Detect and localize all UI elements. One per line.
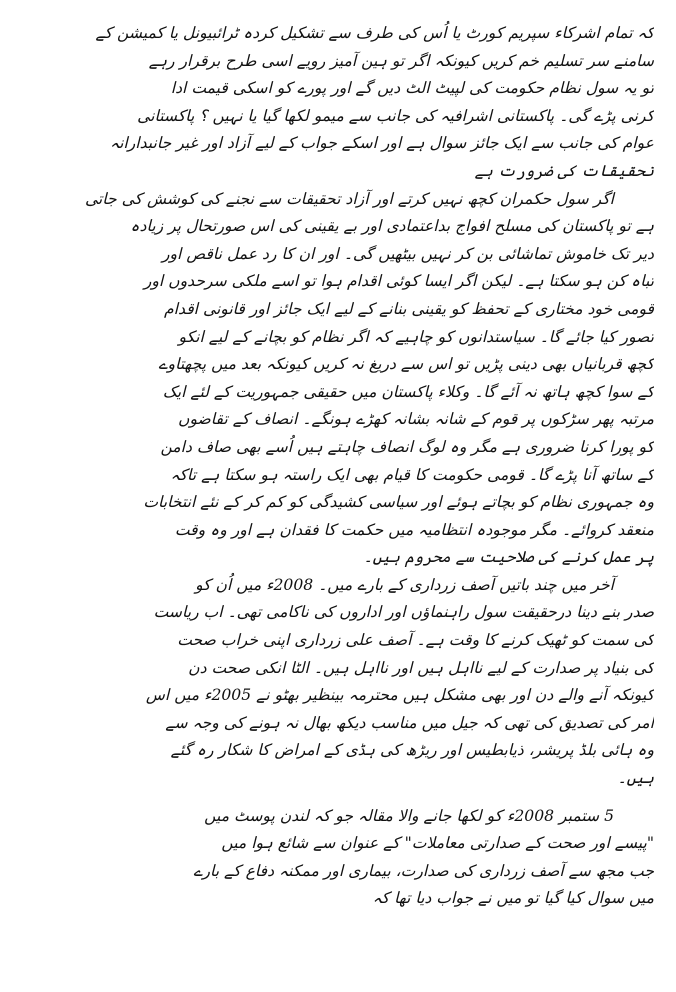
text-line: مرتبہ پھر سڑکوں پر قوم کے شانہ بشانہ کھڑے ہونگے۔ انصاف کے تقاضوں <box>178 410 654 429</box>
text-line: آخر میں چند باتیں آصف زرداری کے بارے میں۔ 2008ء میں اُن کو <box>195 575 614 594</box>
text-line: ہیں۔ <box>617 769 654 788</box>
text-line: سامنے سر تسلیم خم کریں کیونکہ اگر تو ہین آمیز رویے اسی طرح برقرار رہے <box>148 51 654 70</box>
text-line: منعقد کروائے۔ مگر موجودہ انتظامیہ میں حکمت کا فقدان ہے اور وہ وقت <box>174 520 654 539</box>
text-line: کہ تمام اشرکاء سپریم کورٹ یا اُس کی طرف سے تشکیل کردہ ٹرائبیونل یا کمیشن کے <box>95 24 654 42</box>
text-line: کی بنیاد پر صدارت کے لیے نااہل ہیں اور نااہل ہیں۔ الٹا انکی صحت دن <box>188 658 654 677</box>
text-line: وہ ہائی بلڈ پریشر، ذیابطیس اور ریڑھ کی ہڈی کے امراض کا شکار رہ گئے <box>170 741 654 760</box>
text-line: تباہ کن ہو سکتا ہے۔ لیکن اگر ایسا کوئی اقدام ہوا تو اسے ملکی سرحدوں اور <box>143 272 654 291</box>
text-line: کیونکہ آنے والے دن اور بھی مشکل ہیں محترمہ بینظیر بھٹو نے 2005ء میں اس <box>145 686 654 705</box>
text-line: وہ جمہوری نظام کو بچاتے ہوئے اور سیاسی کشیدگی کو کم کر کے نئے انتخابات <box>143 493 654 512</box>
text-line: امر کی تصدیق کی تھی کہ جیل میں مناسب دیکھ بھال نہ ہونے کی وجہ سے <box>165 713 654 732</box>
text-line: پر عمل کرنے کی صلاحیت سے محروم ہیں۔ <box>363 548 654 567</box>
text-line: میں سوال کیا گیا تو میں نے جواب دیا تھا کہ <box>372 889 654 908</box>
text-line: ہے تو پاکستان کی مسلح افواج بداعتمادی اور بے یقینی کی اس صورتحال پر زیادہ <box>130 217 654 236</box>
text-line: اگر سول حکمران کچھ نہیں کرتے اور آزاد تحقیقات سے نجنے کی کوشش کی جاتی <box>84 189 614 208</box>
text-line: "پیسے اور صحت کے صدارتی معاملات" کے عنوان سے شائع ہوا میں <box>221 834 654 853</box>
text-line: جب مجھ سے آصف زرداری کی صدارت، بیماری اور ممکنہ دفاع کے بارے <box>193 861 654 880</box>
text-line: کچھ قربانیاں بھی دینی پڑیں تو اس سے دریغ نہ کریں کیونکہ بعد میں پچھتاوے <box>158 355 654 374</box>
text-line: کو پورا کرنا ضروری ہے مگر وہ لوگ انصاف چاہتے ہیں اُسے بھی صاف دامن <box>160 437 654 456</box>
text-line: کرنی پڑے گی۔ پاکستانی اشرافیہ کی جانب سے میمو لکھا گیا یا نہیں ؟ پاکستانی <box>137 106 654 125</box>
text-line: تصور کیا جائے گا۔ سیاستدانوں کو چاہیے کہ اگر نظام کو بچانے کے لیے انکو <box>178 327 654 346</box>
text-line: قومی خود مختاری کے تحفظ کو یقینی بنانے کے لیے ایک جائز اور قانونی اقدام <box>164 299 654 318</box>
text-line: کی سمت کو ٹھیک کرنے کا وقت ہے۔ آصف علی زرداری اپنی خراب صحت <box>177 631 654 650</box>
paragraph-gap <box>14 793 654 803</box>
handwritten-urdu-text <box>14 20 654 913</box>
text-line: دیر تک خاموش تماشائی بن کر نہیں بیٹھیں گی۔ اور ان کا رد عمل ناقص اور <box>162 244 654 263</box>
text-line: کے ساتھ آنا پڑے گا۔ قومی حکومت کا قیام بھی ایک راستہ ہو سکتا ہے تاکہ <box>170 465 654 484</box>
text-line: صدر بنے دینا درحقیقت سول راہنماؤں اور اداروں کی ناکامی تھی۔ اب ریاست <box>153 603 654 622</box>
text-line: عوام کی جانب سے ایک جائز سوال ہے اور اسکے جواب کے لیے آزاد اور غیر جانبدارانہ <box>109 134 654 153</box>
text-line: تحقیقات کی ضرورت ہے <box>474 161 654 180</box>
text-line: تو یہ سول نظام حکومت کی لپیٹ الٹ دیں گے اور پورے کو اسکی قیمت ادا <box>170 79 654 98</box>
text-line: 5 ستمبر 2008ء کو لکھا جانے والا مقالہ جو کہ لندن پوسٹ میں <box>204 806 614 825</box>
text-line: کے سوا کچھ ہاتھ نہ آئے گا۔ وکلاء پاکستان میں حقیقی جمہوریت کے لئے ایک <box>162 382 654 401</box>
